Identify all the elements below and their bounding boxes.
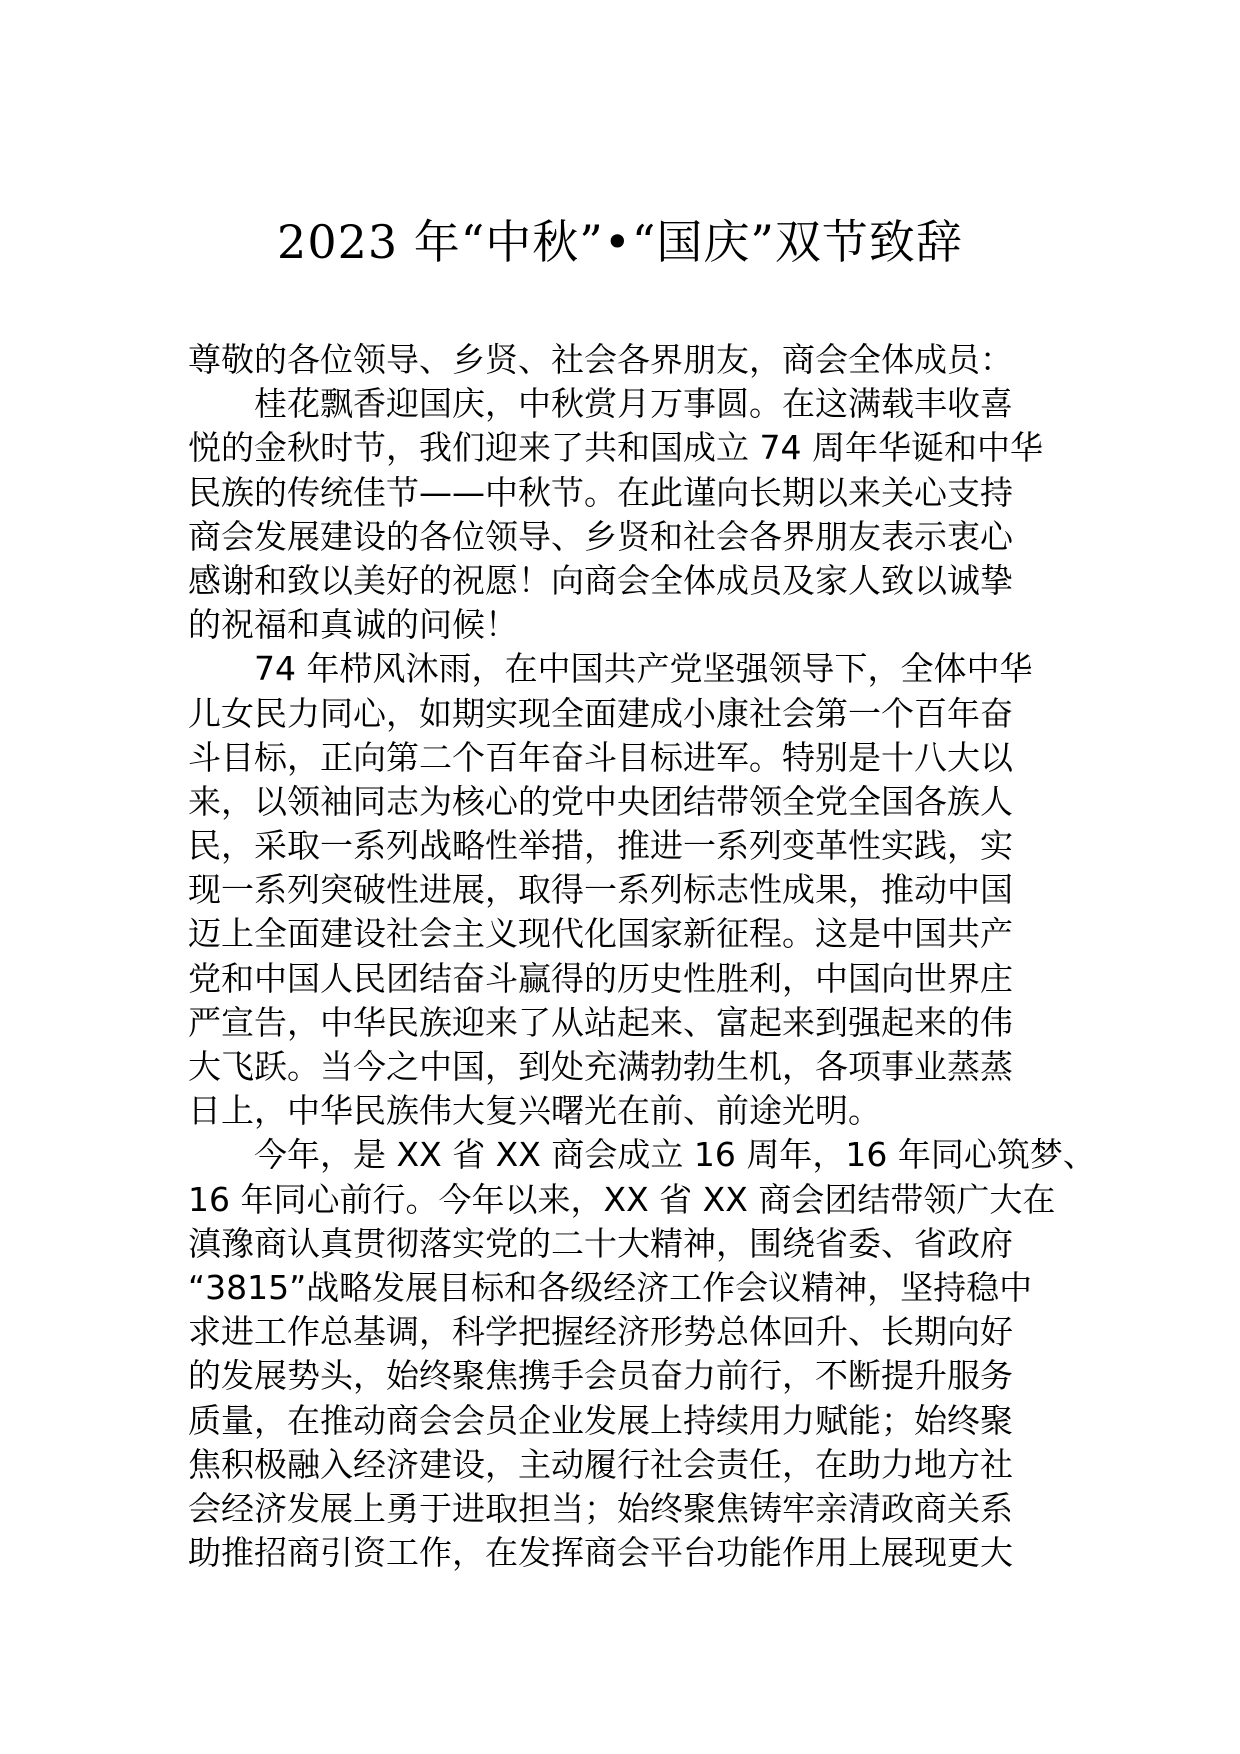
- body-line: 滇豫商认真贯彻落实党的二十大精神，围绕省委、省政府: [188, 1223, 1013, 1263]
- paragraph-first-line: 桂花飘香迎国庆，中秋赏月万事圆。在这满载丰收喜: [254, 384, 1013, 424]
- body-line: 日上，中华民族伟大复兴曙光在前、前途光明。: [188, 1091, 881, 1131]
- body-line: 焦积极融入经济建设，主动履行社会责任，在助力地方社: [188, 1444, 1013, 1484]
- paragraph-first-line: 74 年栉风沐雨，在中国共产党坚强领导下，全体中华: [254, 649, 1033, 689]
- body-line: 民，采取一系列战略性举措，推进一系列变革性实践，实: [188, 826, 1013, 866]
- body-line: “3815”战略发展目标和各级经济工作会议精神，坚持稳中: [188, 1267, 1033, 1307]
- body-line: 求进工作总基调，科学把握经济形势总体回升、长期向好: [188, 1312, 1013, 1352]
- body-line: 16 年同心前行。今年以来，XX 省 XX 商会团结带领广大在: [188, 1179, 1056, 1219]
- body-line: 严宣告，中华民族迎来了从站起来、富起来到强起来的伟: [188, 1002, 1013, 1042]
- body-line: 质量，在推动商会会员企业发展上持续用力赋能；始终聚: [188, 1400, 1013, 1440]
- body-line: 会经济发展上勇于进取担当；始终聚焦铸牢亲清政商关系: [188, 1488, 1013, 1528]
- body-line: 的祝福和真诚的问候！: [188, 605, 518, 645]
- document-body: [188, 338, 1096, 1575]
- body-line: 感谢和致以美好的祝愿！向商会全体成员及家人致以诚挚: [188, 560, 1013, 600]
- document-title: 2023 年“中秋”•“国庆”双节致辞: [277, 215, 963, 269]
- body-line: 的发展势头，始终聚焦携手会员奋力前行，不断提升服务: [188, 1356, 1013, 1396]
- body-line: 尊敬的各位领导、乡贤、社会各界朋友，商会全体成员：: [188, 340, 1013, 379]
- body-line: 党和中国人民团结奋斗赢得的历史性胜利，中国向世界庄: [188, 958, 1013, 998]
- body-line: 商会发展建设的各位领导、乡贤和社会各界朋友表示衷心: [188, 516, 1013, 556]
- body-line: 斗目标，正向第二个百年奋斗目标进军。特别是十八大以: [188, 737, 1013, 777]
- body-line: 悦的金秋时节，我们迎来了共和国成立 74 周年华诞和中华: [188, 428, 1043, 468]
- body-line: 迈上全面建设社会主义现代化国家新征程。这是中国共产: [188, 914, 1013, 954]
- body-line: 现一系列突破性进展，取得一系列标志性成果，推动中国: [188, 870, 1013, 910]
- body-line: 来，以领袖同志为核心的党中央团结带领全党全国各族人: [188, 781, 1013, 821]
- paragraph-first-line: 今年，是 XX 省 XX 商会成立 16 周年，16 年同心筑梦、: [254, 1135, 1096, 1175]
- body-line: 助推招商引资工作，在发挥商会平台功能作用上展现更大: [188, 1533, 1013, 1573]
- body-line: 儿女民力同心，如期实现全面建成小康社会第一个百年奋: [188, 693, 1013, 733]
- body-line: 大飞跃。当今之中国，到处充满勃勃生机，各项事业蒸蒸: [188, 1047, 1013, 1086]
- body-line: 民族的传统佳节——中秋节。在此谨向长期以来关心支持: [188, 472, 1013, 512]
